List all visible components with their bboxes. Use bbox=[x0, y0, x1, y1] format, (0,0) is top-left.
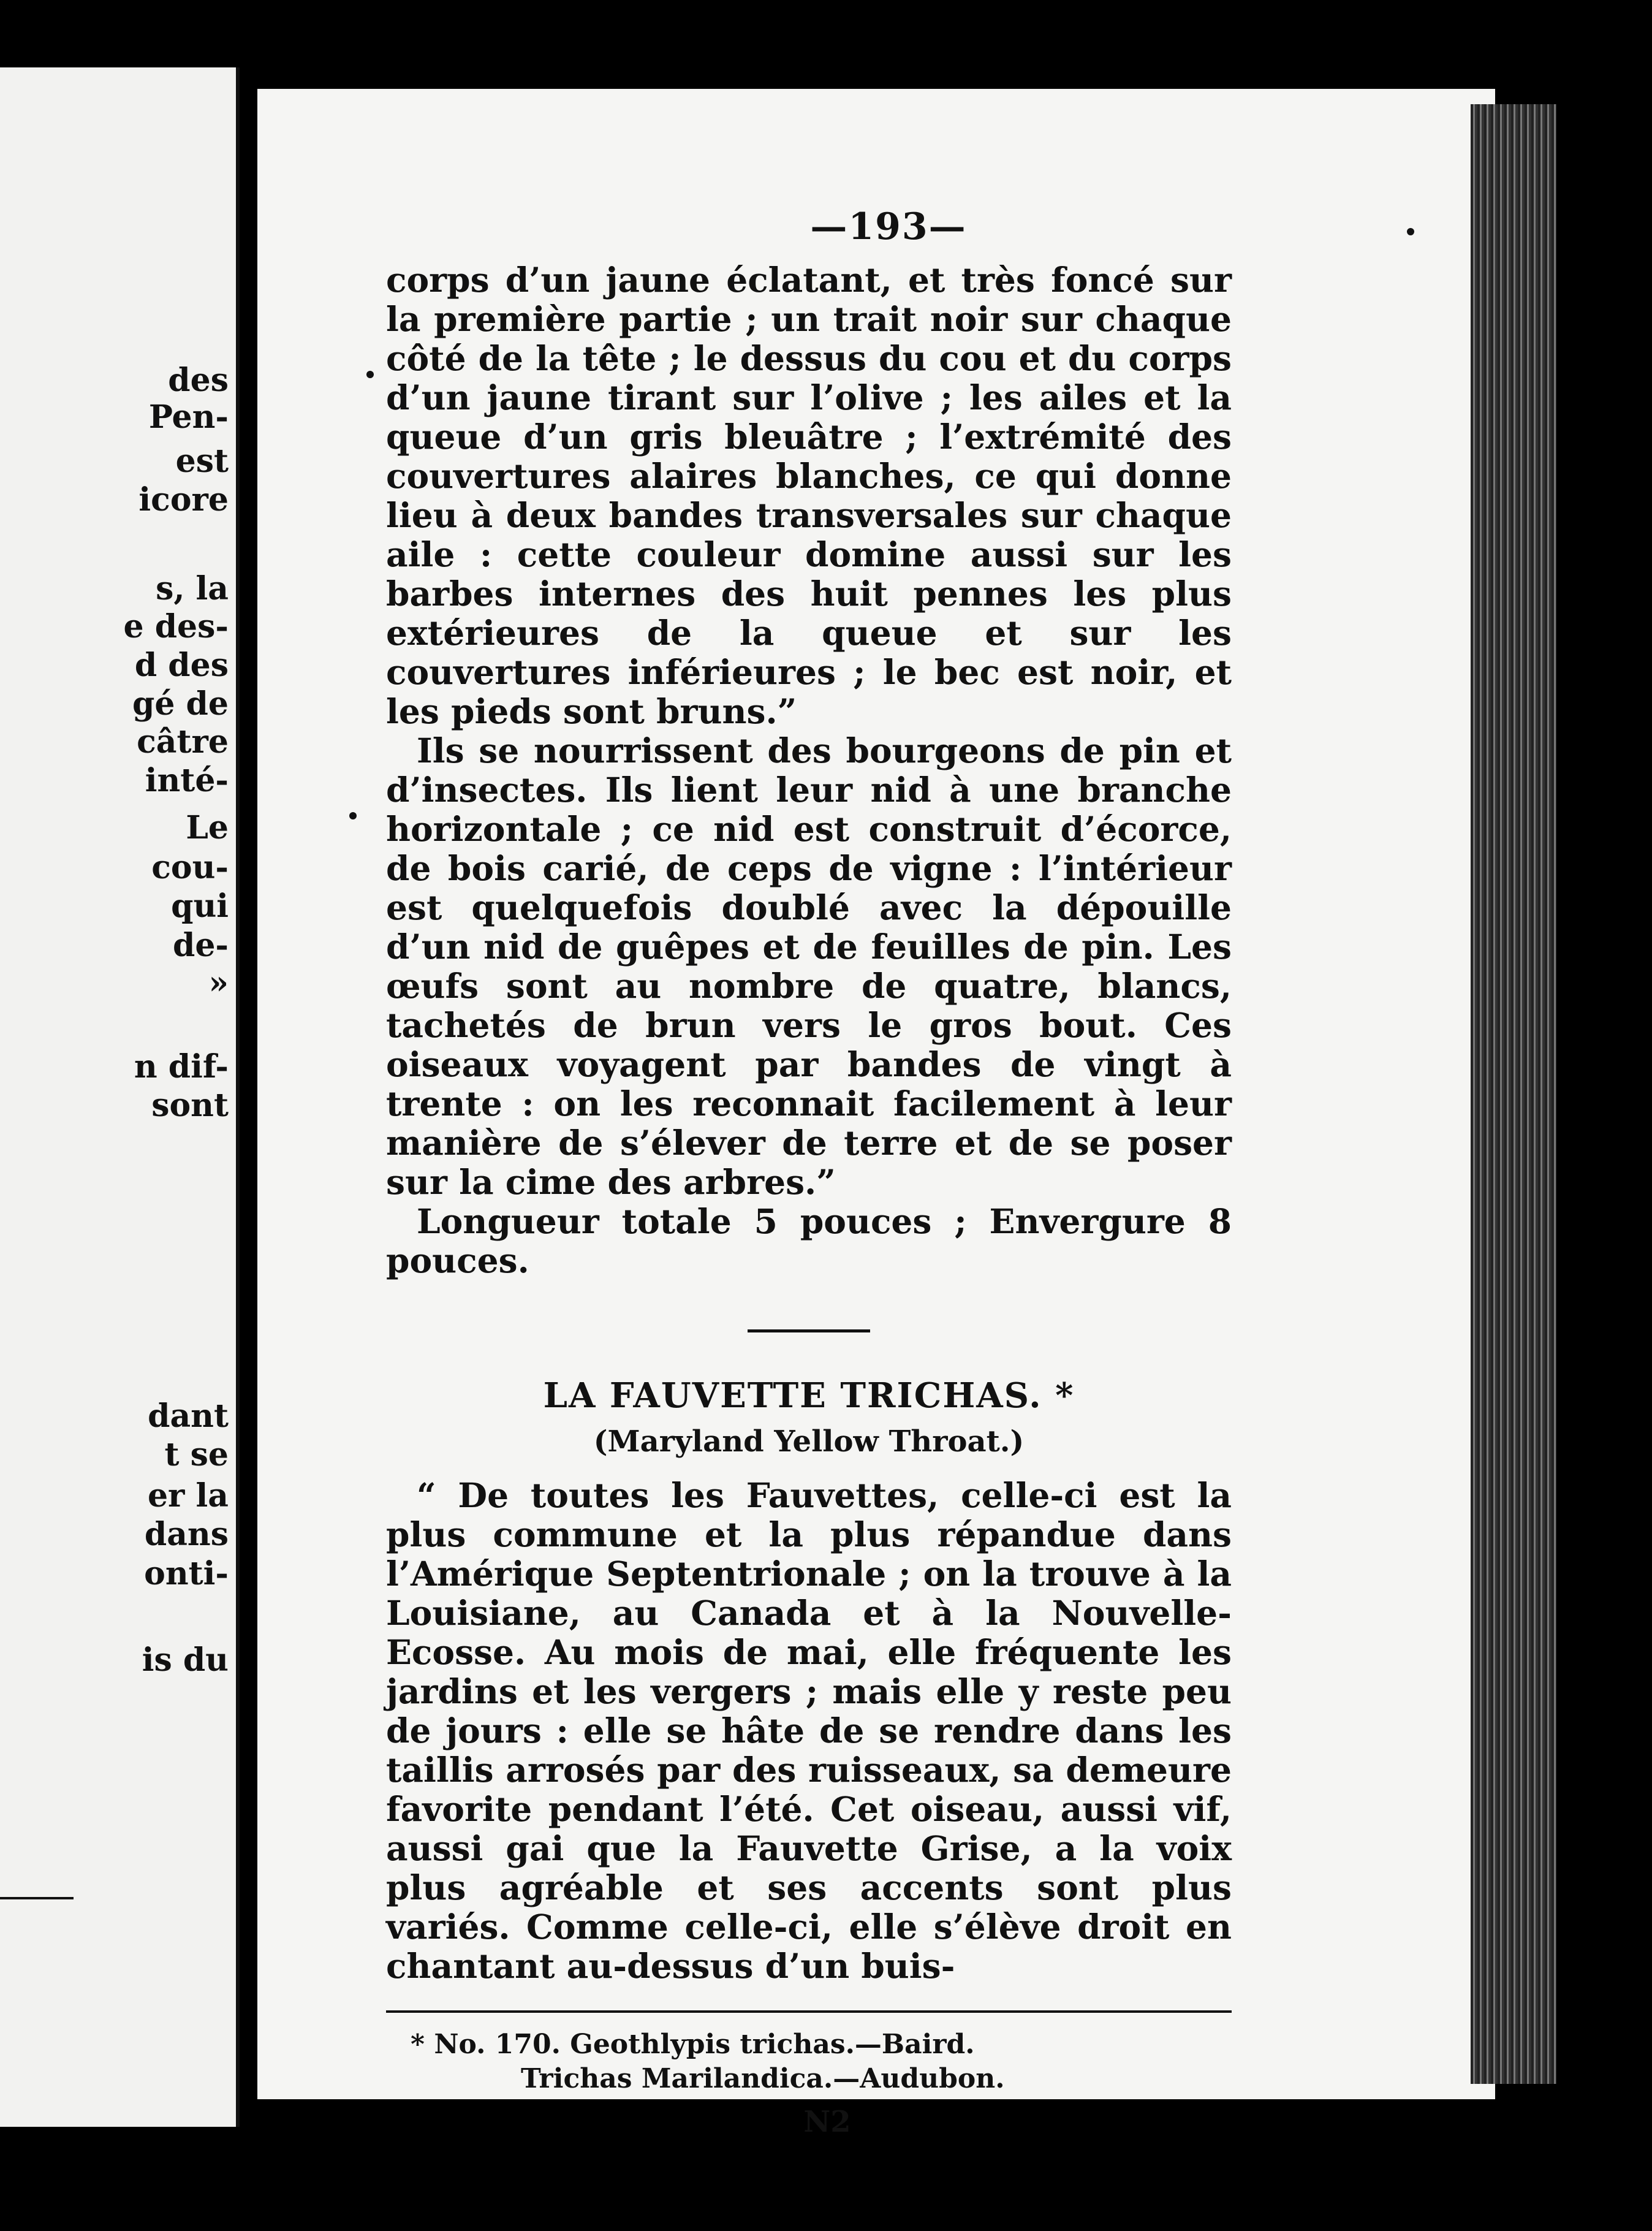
left-page-text-fragment: sont bbox=[151, 1087, 229, 1124]
left-page-text-fragment: de- bbox=[172, 927, 229, 964]
left-page-text-fragment: » bbox=[208, 964, 229, 1001]
margin-speck bbox=[366, 371, 374, 378]
left-page-text-fragment: icore bbox=[138, 481, 229, 519]
signature-mark: N2 bbox=[803, 2105, 851, 2139]
left-page-text-fragment: onti- bbox=[144, 1555, 229, 1592]
left-page-text-fragment: cou- bbox=[151, 849, 229, 886]
left-page-text-fragment: d des bbox=[134, 647, 229, 684]
left-page-text-fragment: est bbox=[175, 443, 229, 480]
left-page-text-fragment: inté- bbox=[145, 762, 229, 799]
footnote-line-1: * No. 170. Geothlypis trichas.—Baird. bbox=[411, 2029, 975, 2060]
section-subtitle: (Maryland Yellow Throat.) bbox=[593, 1424, 1025, 1459]
left-page-text-fragment: er la bbox=[147, 1477, 229, 1515]
left-page-text-fragment: s, la bbox=[156, 570, 229, 607]
left-page-text-fragment: Le bbox=[186, 809, 229, 846]
margin-speck bbox=[349, 812, 357, 819]
section-title: LA FAUVETTE TRICHAS. * bbox=[543, 1375, 1075, 1416]
footnote-divider bbox=[386, 2010, 1232, 2013]
page-edges bbox=[1471, 104, 1556, 2084]
left-page-rule bbox=[0, 1897, 74, 1899]
right-page bbox=[257, 89, 1495, 2139]
left-page-text-fragment: dant bbox=[148, 1397, 229, 1435]
left-page-text-fragment: qui bbox=[171, 887, 229, 925]
left-page-text-fragment: dans bbox=[144, 1516, 229, 1553]
section-divider bbox=[748, 1329, 870, 1332]
margin-speck bbox=[1407, 228, 1414, 235]
left-page-text-fragment: is du bbox=[142, 1641, 229, 1679]
footnote-line-2: Trichas Marilandica.—Audubon. bbox=[521, 2063, 1005, 2094]
page-content bbox=[386, 205, 1232, 2139]
paragraph-measurements: Longueur totale 5 pouces ; Envergure 8 pouces. bbox=[386, 1201, 1232, 1280]
left-page-text-fragment: des bbox=[168, 362, 229, 399]
paragraph-nesting: Ils se nourrissent des bourgeons de pin et d’insectes. Ils lient leur nid à une branche horizontale ; ce nid est construit d’écorce, de bois carié, de ceps de vigne : l’intérieur est quelquefois doublé avec la dépouille d’un nid de guêpes et de feuilles de pin. Les œufs sont au nombre de quatre, blancs, tachetés de brun vers le gros bout. Ces oiseaux voyagent par bandes de vingt à trente : on les reconnait facilement à leur manière de s’élever de terre et de se poser sur la cime des arbres.” bbox=[386, 731, 1232, 1202]
left-page-text-fragment: n dif- bbox=[134, 1048, 229, 1085]
left-page-text-fragment: câtre bbox=[137, 723, 229, 761]
left-page-text-fragment: t se bbox=[164, 1436, 229, 1473]
page-number: —193— bbox=[810, 205, 967, 248]
left-page-text-fragment: gé de bbox=[132, 685, 229, 723]
left-page-text-fragment: e des- bbox=[123, 608, 229, 645]
paragraph-continued: corps d’un jaune éclatant, et très foncé sur la première partie ; un trait noir sur chaque côté de la tête ; le dessus du cou et du corps d’un jaune tirant sur l’olive ; les ailes et la queue d’un gris bleuâtre ; l’extrémité des couvertures alaires blanches, ce qui donne lieu à deux bandes transversales sur chaque aile : cette couleur domine aussi sur les barbes internes des huit pennes les plus extérieures de la queue et sur les couvertures inférieures ; le bec est noir, et les pieds sont bruns.” bbox=[386, 260, 1232, 731]
left-page-text-fragment: Pen- bbox=[148, 398, 229, 436]
left-page-fragment bbox=[0, 67, 240, 2127]
section-paragraph: “ De toutes les Fauvettes, celle-ci est la plus commune et la plus répandue dans l’Amérique Septentrionale ; on la trouve à la Louisiane, au Canada et à la Nouvelle-Ecosse. Au mois de mai, elle fréquente les jardins et les vergers ; mais elle y reste peu de jours : elle se hâte de se rendre dans les taillis arrosés par des ruisseaux, sa demeure favorite pendant l’été. Cet oiseau, aussi vif, aussi gai que la Fauvette Grise, a la voix plus agréable et ses accents sont plus variés. Comme celle-ci, elle s’élève droit en chantant au-dessus d’un buis- bbox=[386, 1475, 1232, 1986]
